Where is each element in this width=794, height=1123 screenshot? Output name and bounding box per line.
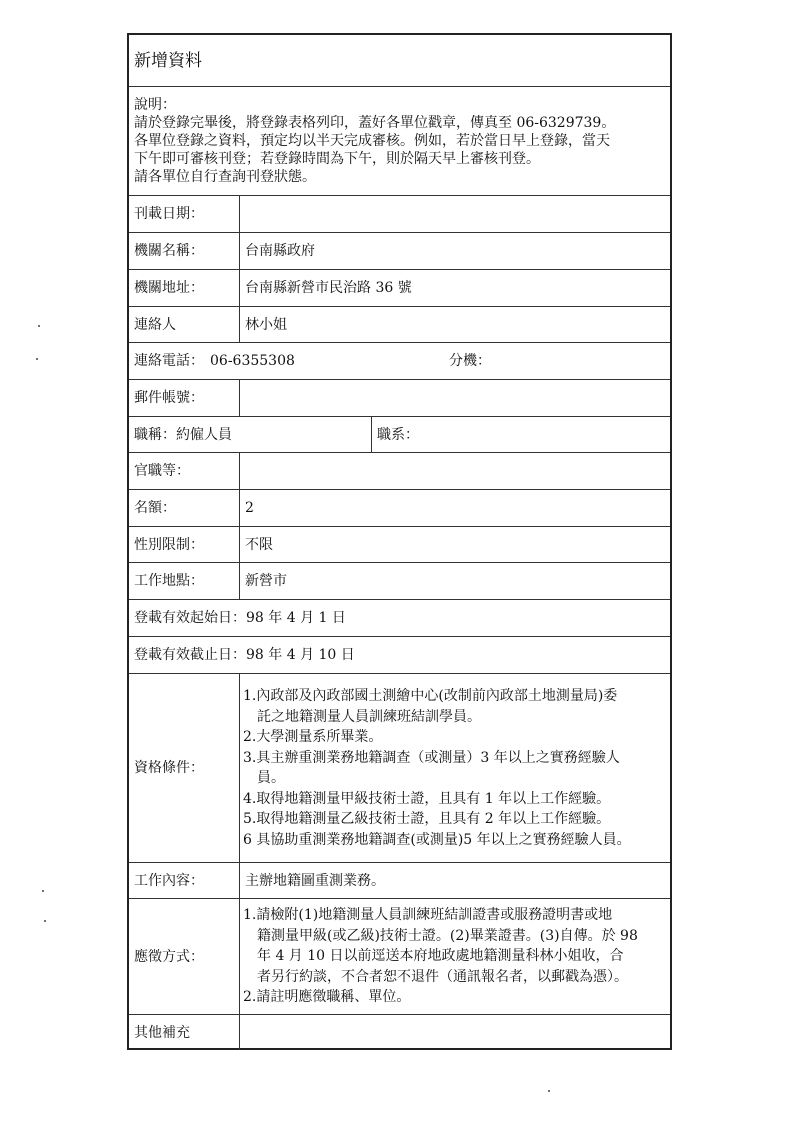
- valid-to-row: [129, 636, 670, 673]
- valid-to-cell: [129, 637, 670, 673]
- other-row: [129, 1014, 670, 1050]
- notes-line: 下午即可審核刊登；若登錄時間為下午，則於隔天早上審核刊登。: [134, 151, 540, 167]
- form-title-row: [129, 35, 670, 86]
- publish-date-label: 刊載日期：: [134, 206, 204, 222]
- scan-speck: [38, 325, 40, 327]
- phone-cell: [129, 343, 670, 379]
- agency-address-value: 台南縣新營市民治路 36 號: [239, 270, 670, 306]
- qualification-line: 2.大學測量系所畢業。: [243, 729, 383, 745]
- qualification-line: 5.取得地籍測量乙級技術士證，且具有 2 年以上工作經驗。: [243, 811, 611, 827]
- job-posting-form: [127, 33, 672, 1050]
- application-row: [129, 898, 670, 1014]
- phone-label: 連絡電話：: [134, 353, 204, 369]
- qualification-line: 1.內政部及內政部國土測繪中心(改制前內政部土地測量局)委: [243, 688, 618, 704]
- contact-value: 林小姐: [239, 307, 670, 342]
- qualification-line: 6 具協助重測業務地籍調查(或測量)5 年以上之實務經驗人員。: [243, 831, 631, 848]
- qualification-line: 員。: [257, 770, 285, 786]
- notes-heading: 說明：: [134, 97, 176, 113]
- notes-line: 各單位登錄之資料，預定均以半天完成審核。例如，若於當日早上登錄，當天: [134, 133, 610, 149]
- scan-speck: [36, 358, 38, 360]
- job-series-label: 職系：: [377, 426, 419, 443]
- job-title-value: 約僱人員: [176, 426, 232, 443]
- agency-name-row: [129, 232, 670, 269]
- valid-from-cell: [129, 600, 670, 636]
- rank-label: 官職等：: [134, 463, 190, 479]
- other-label: 其他補充: [134, 1024, 190, 1041]
- application-line: 年 4 月 10 日以前逕送本府地政處地籍測量科林小姐收，合: [257, 948, 624, 965]
- application-line: 1.請檢附(1)地籍測量人員訓練班結訓證書或服務證明書或地: [243, 907, 613, 924]
- valid-from-label: 登載有效起始日：: [134, 610, 246, 626]
- email-label: 郵件帳號：: [134, 390, 204, 406]
- notes-line: 請各單位自行查詢刊登狀態。: [134, 169, 316, 185]
- job-title-row: [129, 416, 670, 452]
- phone-ext-label: 分機：: [449, 353, 491, 369]
- publish-date-value: [239, 196, 670, 232]
- notes-line: 請於登錄完畢後，將登錄表格列印，蓋好各單位戳章，傳真至 06-6329739。: [134, 115, 616, 131]
- agency-address-row: [129, 269, 670, 306]
- rank-value: [239, 453, 670, 489]
- notes-block: [129, 87, 670, 195]
- duties-value: 主辦地籍圖重測業務。: [239, 863, 670, 898]
- location-label: 工作地點：: [134, 573, 204, 589]
- qualifications-row: [129, 673, 670, 862]
- contact-row: [129, 306, 670, 342]
- rank-row: [129, 452, 670, 489]
- qualifications-list: [239, 674, 670, 862]
- agency-name-value: 台南縣政府: [239, 233, 670, 269]
- form-title: 新增資料: [134, 50, 202, 71]
- valid-from-value: 98 年 4 月 1 日: [246, 610, 346, 626]
- qualification-line: 4.取得地籍測量甲級技術士證，且具有 1 年以上工作經驗。: [243, 790, 611, 807]
- scan-speck: [42, 890, 44, 892]
- job-title-cell: [129, 417, 371, 452]
- application-label: 應徵方式：: [134, 948, 204, 965]
- gender-label: 性別限制：: [134, 536, 204, 553]
- openings-label: 名額：: [134, 500, 176, 516]
- agency-name-label: 機關名稱：: [134, 243, 204, 259]
- phone-row: [129, 342, 670, 379]
- qualification-line: 託之地籍測量人員訓練班結訓學員。: [257, 708, 481, 725]
- scan-speck: [548, 1090, 550, 1092]
- gender-row: [129, 526, 670, 562]
- contact-label: 連絡人: [134, 316, 176, 333]
- valid-to-label: 登載有效截止日：: [134, 647, 246, 663]
- scan-speck: [44, 920, 46, 922]
- application-list: [239, 899, 670, 1014]
- openings-row: [129, 489, 670, 526]
- publish-date-row: [129, 195, 670, 232]
- application-line: 2.請註明應徵職稱、單位。: [243, 989, 411, 1006]
- gender-value: 不限: [239, 527, 670, 562]
- openings-value: 2: [239, 490, 670, 526]
- valid-to-value: 98 年 4 月 10 日: [246, 647, 355, 663]
- email-row: [129, 379, 670, 416]
- application-line: 籍測量甲級(或乙級)技術士證。(2)畢業證書。(3)自傳。於 98: [257, 927, 638, 944]
- application-line: 者另行約談，不合者恕不退件（通訊報名者，以郵戳為憑）。: [257, 968, 628, 985]
- agency-address-label: 機關地址：: [134, 280, 204, 296]
- qualifications-label: 資格條件：: [134, 760, 204, 776]
- job-series-cell: [371, 417, 670, 452]
- other-value: [239, 1015, 670, 1050]
- location-row: [129, 562, 670, 599]
- email-value: [239, 380, 670, 416]
- valid-from-row: [129, 599, 670, 636]
- duties-label: 工作內容：: [134, 872, 204, 889]
- qualification-line: 3.具主辦重測業務地籍調查（或測量）3 年以上之實務經驗人: [243, 749, 620, 766]
- notes-row: [129, 86, 670, 195]
- phone-value: 06-6355308: [210, 353, 295, 369]
- job-title-label: 職稱：: [134, 426, 176, 443]
- duties-row: [129, 862, 670, 898]
- location-value: 新營市: [239, 563, 670, 599]
